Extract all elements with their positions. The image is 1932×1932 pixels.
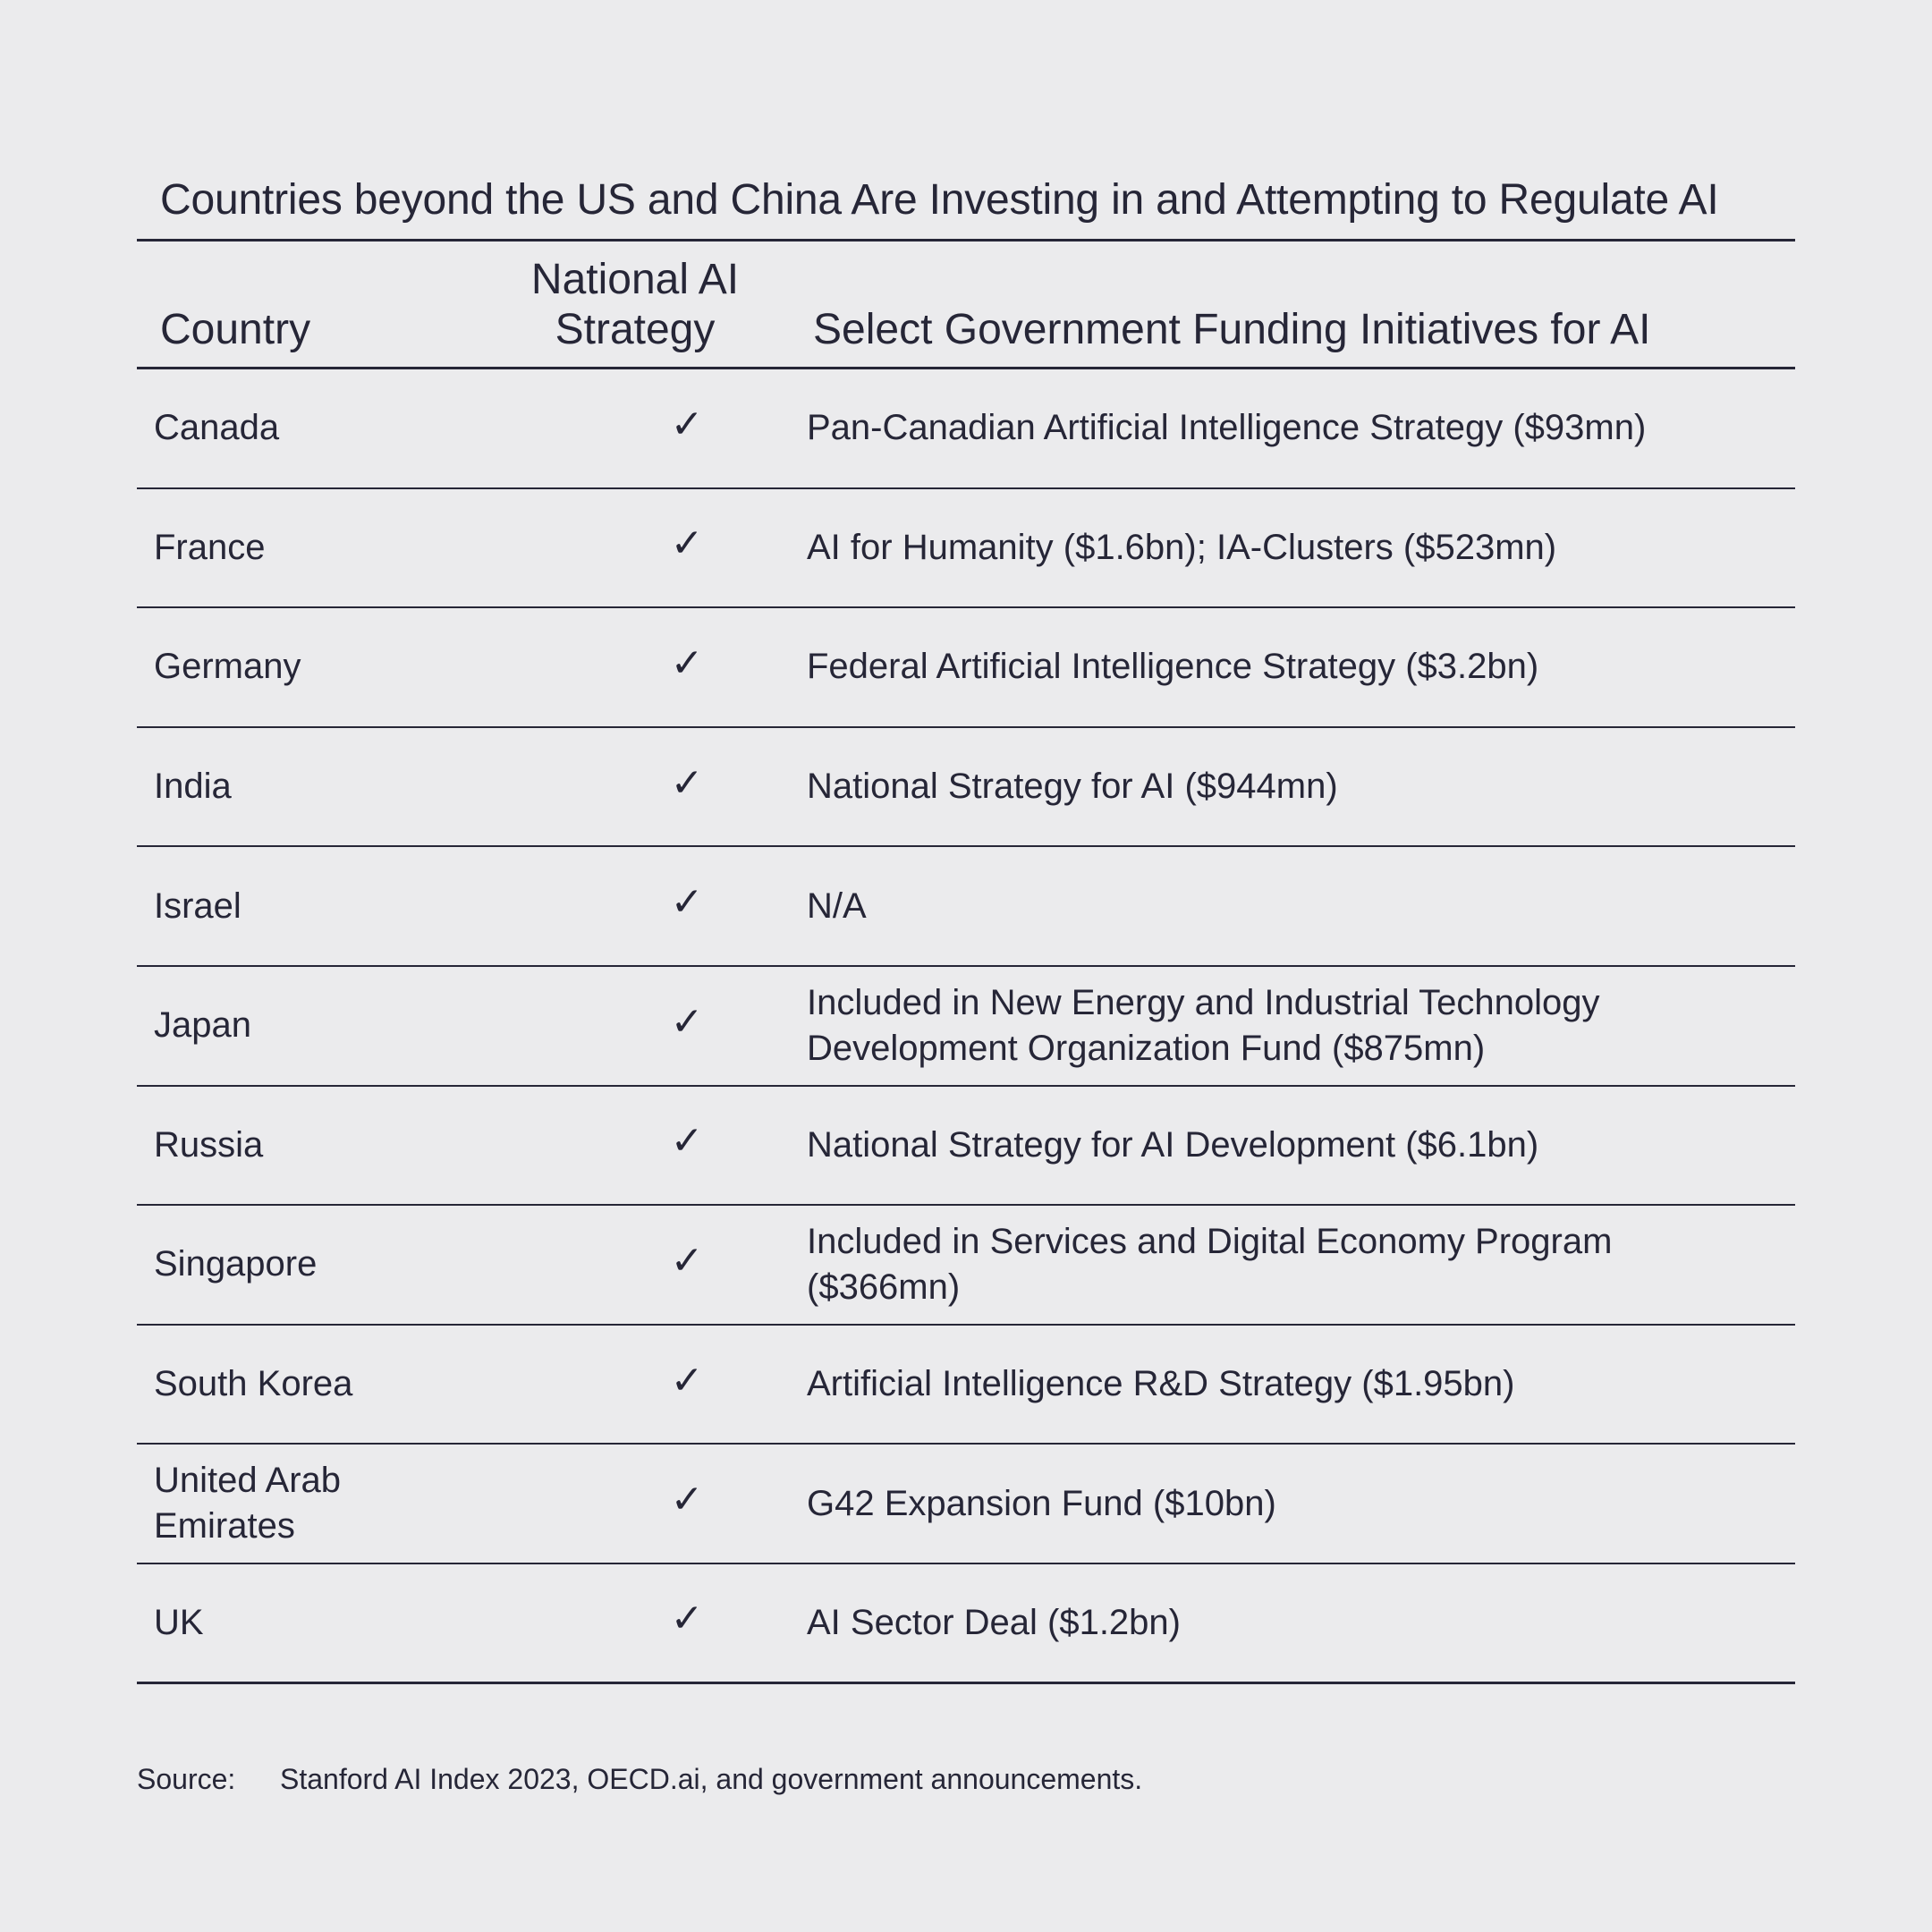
strategy-cell bbox=[638, 1326, 736, 1444]
funding-cell bbox=[807, 608, 1773, 726]
header-strategy-line1: National AI bbox=[530, 256, 740, 303]
strategy-cell bbox=[638, 728, 736, 846]
checkmark-icon: ✓ bbox=[670, 1596, 704, 1642]
funding-cell bbox=[807, 1445, 1773, 1563]
country-cell bbox=[154, 967, 494, 1085]
table-title: Countries beyond the US and China Are Investing in and Attempting to Regulate AI bbox=[160, 176, 1719, 224]
checkmark-icon: ✓ bbox=[670, 640, 704, 686]
header-national-ai-strategy bbox=[496, 255, 774, 355]
funding-cell bbox=[807, 728, 1773, 846]
header-funding-initiatives: Select Government Funding Initiatives for AI bbox=[813, 306, 1651, 353]
funding-text: N/A bbox=[807, 886, 867, 926]
funding-text: Pan-Canadian Artificial Intelligence Strategy ($93mn) bbox=[807, 408, 1647, 448]
checkmark-icon: ✓ bbox=[670, 401, 704, 447]
table-row bbox=[137, 1087, 1795, 1207]
strategy-cell bbox=[638, 967, 736, 1085]
source-label: Source: bbox=[137, 1763, 236, 1795]
header-strategy-line2: Strategy bbox=[555, 306, 716, 353]
country-cell bbox=[154, 1087, 494, 1205]
checkmark-icon: ✓ bbox=[670, 1357, 704, 1403]
table-row bbox=[137, 489, 1795, 609]
funding-text: G42 Expansion Fund ($10bn) bbox=[807, 1483, 1276, 1523]
funding-text: Included in Services and Digital Economy Program ($366mn) bbox=[807, 1221, 1613, 1307]
funding-text: National Strategy for AI Development ($6.1bn) bbox=[807, 1124, 1539, 1165]
checkmark-icon: ✓ bbox=[670, 759, 704, 806]
table-row bbox=[137, 1206, 1795, 1326]
table-header bbox=[137, 242, 1795, 368]
source-text: Stanford AI Index 2023, OECD.ai, and government announcements. bbox=[280, 1763, 1143, 1795]
funding-cell bbox=[807, 1206, 1773, 1324]
strategy-cell bbox=[638, 1087, 736, 1205]
funding-cell bbox=[807, 1326, 1773, 1444]
table-row bbox=[137, 1445, 1795, 1564]
country-name: UK bbox=[154, 1602, 204, 1642]
country-name: France bbox=[154, 527, 266, 567]
country-name: Singapore bbox=[154, 1244, 318, 1284]
funding-cell bbox=[807, 967, 1773, 1085]
country-cell bbox=[154, 728, 494, 846]
funding-text: Federal Artificial Intelligence Strategy ($3.2bn) bbox=[807, 647, 1539, 687]
table-row bbox=[137, 369, 1795, 489]
checkmark-icon: ✓ bbox=[670, 521, 704, 567]
country-cell bbox=[154, 847, 494, 965]
country-cell bbox=[154, 608, 494, 726]
checkmark-icon: ✓ bbox=[670, 1118, 704, 1165]
funding-text: AI Sector Deal ($1.2bn) bbox=[807, 1602, 1181, 1642]
strategy-cell bbox=[638, 608, 736, 726]
table-row bbox=[137, 1326, 1795, 1445]
funding-text: Artificial Intelligence R&D Strategy ($1.95bn) bbox=[807, 1364, 1515, 1404]
country-name: Israel bbox=[154, 886, 242, 926]
table-body bbox=[137, 369, 1795, 1684]
checkmark-icon: ✓ bbox=[670, 1237, 704, 1284]
strategy-cell bbox=[638, 489, 736, 607]
checkmark-icon: ✓ bbox=[670, 879, 704, 926]
checkmark-icon: ✓ bbox=[670, 1477, 704, 1523]
country-name: Canada bbox=[154, 408, 280, 448]
funding-cell bbox=[807, 369, 1773, 487]
country-cell bbox=[154, 1326, 494, 1444]
funding-cell bbox=[807, 847, 1773, 965]
funding-text: Included in New Energy and Industrial Technology Development Organization Fund ($875mn) bbox=[807, 982, 1600, 1068]
country-name: Russia bbox=[154, 1124, 264, 1165]
country-name: Japan bbox=[154, 1005, 251, 1046]
table-row bbox=[137, 847, 1795, 967]
country-cell bbox=[154, 1445, 494, 1563]
strategy-cell bbox=[638, 1445, 736, 1563]
country-cell bbox=[154, 1564, 494, 1682]
table-row bbox=[137, 728, 1795, 848]
source-note bbox=[137, 1758, 1142, 1801]
funding-text: AI for Humanity ($1.6bn); IA-Clusters ($523mn) bbox=[807, 527, 1557, 567]
funding-cell bbox=[807, 1564, 1773, 1682]
strategy-cell bbox=[638, 847, 736, 965]
country-name: Germany bbox=[154, 647, 301, 687]
strategy-cell bbox=[638, 1206, 736, 1324]
strategy-cell bbox=[638, 369, 736, 487]
country-name: South Korea bbox=[154, 1364, 353, 1404]
table-row bbox=[137, 608, 1795, 728]
checkmark-icon: ✓ bbox=[670, 998, 704, 1045]
table-row bbox=[137, 967, 1795, 1087]
country-cell bbox=[154, 369, 494, 487]
country-cell bbox=[154, 1206, 494, 1324]
funding-text: National Strategy for AI ($944mn) bbox=[807, 767, 1338, 807]
header-country: Country bbox=[160, 306, 311, 353]
table-row bbox=[137, 1564, 1795, 1684]
funding-cell bbox=[807, 489, 1773, 607]
country-name: United Arab Emirates bbox=[154, 1461, 342, 1546]
funding-cell bbox=[807, 1087, 1773, 1205]
strategy-cell bbox=[638, 1564, 736, 1682]
country-name: India bbox=[154, 767, 232, 807]
country-cell bbox=[154, 489, 494, 607]
